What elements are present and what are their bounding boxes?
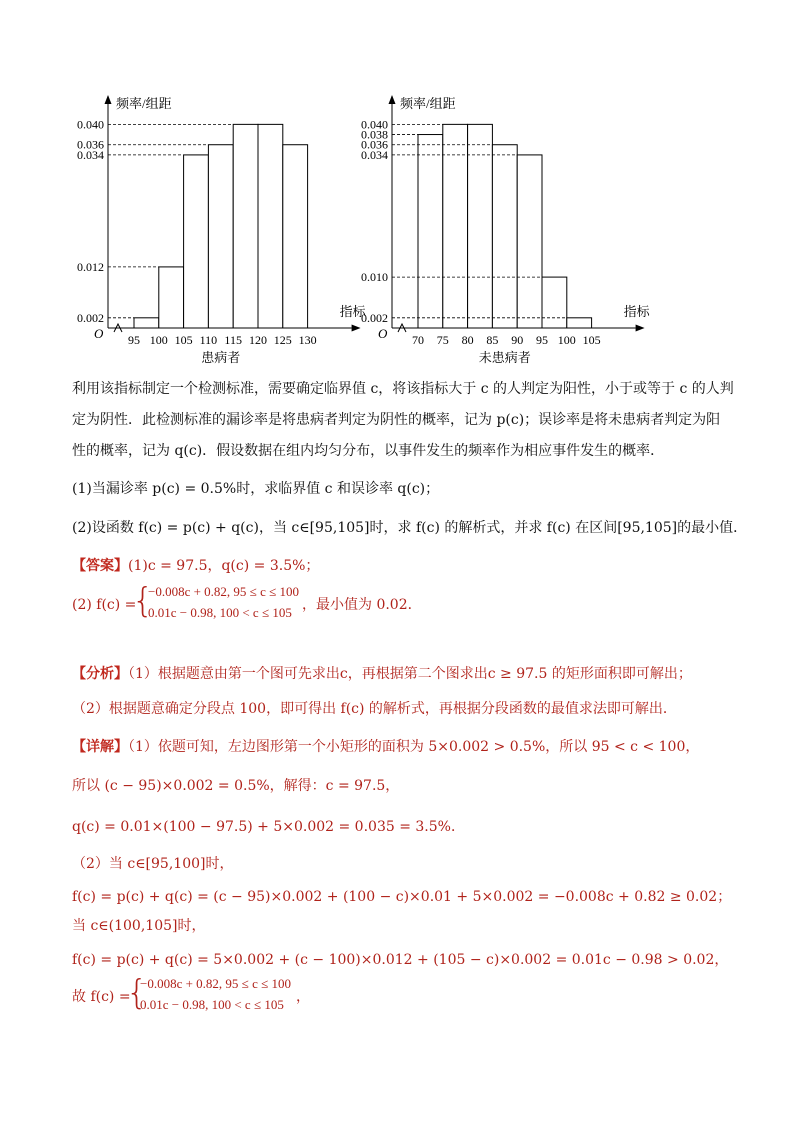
chart1-y-axis-arrow <box>389 95 396 104</box>
chart1-bar <box>418 135 443 328</box>
chart0-y-tick-label: 0.012 <box>77 259 104 274</box>
chart1-x-axis-arrow <box>636 325 645 332</box>
chart0-y-axis-arrow <box>105 95 112 104</box>
analysis-line-1 <box>72 665 692 683</box>
patients-histogram-svg <box>70 92 366 372</box>
chart1-y-tick-label: 0.002 <box>361 310 388 325</box>
detail-1: （1）依题可知，左边图形第一个小矩形的面积为 5×0.002 > 0.5%，所以 95 < c < 100， <box>128 739 700 755</box>
chart0-bar <box>159 267 184 328</box>
chart0-x-tick-label: 115 <box>224 333 242 347</box>
chart1-bar <box>567 318 592 328</box>
chart0-bar <box>283 145 308 328</box>
chart1-x-tick-label: 80 <box>461 333 474 347</box>
chart1-y-tick-label: 0.034 <box>361 147 388 162</box>
chart1-x-axis-label: 指标 <box>623 304 650 319</box>
chart0-y-tick-label: 0.002 <box>77 310 104 325</box>
question-1: (1)当漏诊率 p(c) = 0.5%时，求临界值 c 和误诊率 q(c)； <box>72 481 440 497</box>
chart0-bar <box>184 155 209 328</box>
chart1-y-tick-label: 0.040 <box>361 117 388 132</box>
chart1-y-tick-label: 0.038 <box>361 127 388 142</box>
answer-2-brace: { <box>132 581 154 621</box>
answer-1: (1)c = 97.5，q(c) = 3.5%； <box>128 558 320 574</box>
patients-histogram <box>70 92 366 372</box>
question-2: (2)设函数 f(c) = p(c) + q(c)，当 c∈[95,105]时，求 f(c) 的解析式，并求 f(c) 在区间[95,105]的最小值． <box>72 520 748 536</box>
chart1-x-tick-label: 100 <box>557 333 576 347</box>
answer-2-prefix: (2) f(c) = <box>72 597 137 613</box>
chart0-origin-label: O <box>94 326 104 341</box>
chart0-y-tick-label: 0.034 <box>77 147 104 162</box>
chart0-bar <box>208 145 233 328</box>
detail-tag: 【详解】 <box>72 739 128 755</box>
chart0-chart-title: 患病者 <box>201 350 241 365</box>
chart1-bar <box>492 145 517 328</box>
intro-line-1: 利用该指标制定一个检测标准，需要确定临界值 c，将该指标大于 c 的人判定为阳性，小于或等于 c 的人判 <box>72 381 734 397</box>
detail-2: 所以 (c − 95)×0.002 = 0.5%，解得：c = 97.5， <box>72 778 400 794</box>
chart1-x-tick-label: 95 <box>536 333 548 347</box>
chart0-x-tick-label: 110 <box>199 333 218 347</box>
detail-7: f(c) = p(c) + q(c) = 5×0.002 + (c − 100)×0.012 + (105 − c)×0.002 = 0.01c − 0.98 > 0.02， <box>72 952 729 968</box>
answer-2-suffix: ，最小值为 0.02． <box>302 597 422 613</box>
chart1-bar <box>542 277 567 328</box>
detail-4: （2）当 c∈[95,100]时， <box>72 856 234 872</box>
chart1-origin-label: O <box>378 326 388 341</box>
chart1-bar <box>517 155 542 328</box>
final-case-1: −0.008c + 0.82, 95 ≤ c ≤ 100 <box>140 976 291 991</box>
chart0-bar <box>258 124 283 328</box>
detail-3: q(c) = 0.01×(100 − 97.5) + 5×0.002 = 0.035 = 3.5%． <box>72 819 465 835</box>
answer-2-case-1: −0.008c + 0.82, 95 ≤ c ≤ 100 <box>148 584 299 599</box>
chart1-x-tick-label: 70 <box>412 333 424 347</box>
chart0-x-tick-label: 95 <box>128 333 140 347</box>
detail-5: f(c) = p(c) + q(c) = (c − 95)×0.002 + (100 − c)×0.01 + 5×0.002 = −0.008c + 0.82 ≥ 0.02； <box>72 889 732 905</box>
chart1-x-tick-label: 85 <box>486 333 499 347</box>
non-patients-histogram-svg <box>354 92 650 372</box>
chart0-bar <box>134 318 159 328</box>
chart0-x-axis-label: 指标 <box>339 304 366 319</box>
chart0-y-tick-label: 0.036 <box>77 137 104 152</box>
intro-line-2: 定为阴性．此检测标准的漏诊率是将患病者判定为阴性的概率，记为 p(c)；误诊率是将未患病者判定为阳 <box>72 412 721 428</box>
final-suffix: ， <box>296 989 310 1005</box>
intro-line-3: 性的概率，记为 q(c)．假设数据在组内均匀分布，以事件发生的频率作为相应事件发生的概率． <box>72 443 665 459</box>
chart0-y-axis-label: 频率/组距 <box>116 96 172 111</box>
chart1-y-axis-label: 频率/组距 <box>400 96 456 111</box>
final-case-2: 0.01c − 0.98, 100 < c ≤ 105 <box>140 997 284 1012</box>
final-prefix: 故 f(c) = <box>72 989 131 1005</box>
final-brace: { <box>126 973 148 1013</box>
chart0-x-tick-label: 130 <box>298 333 317 347</box>
answer-tag: 【答案】 <box>72 558 128 574</box>
answer-line-1 <box>72 557 319 575</box>
chart1-y-tick-label: 0.010 <box>361 270 388 285</box>
chart0-x-tick-label: 105 <box>174 333 193 347</box>
analysis-2: （2）根据题意确定分段点 100，即可得出 f(c) 的解析式，再根据分段函数的最值求法即可解出． <box>72 701 677 717</box>
non-patients-histogram <box>354 92 650 372</box>
chart1-y-tick-label: 0.036 <box>361 137 388 152</box>
chart1-x-tick-label: 75 <box>436 333 449 347</box>
chart0-x-tick-label: 125 <box>273 333 292 347</box>
analysis-1: （1）根据题意由第一个图可先求出c，再根据第二个图求出c ≥ 97.5 的矩形面积即可解出； <box>128 666 692 682</box>
analysis-tag: 【分析】 <box>72 666 128 682</box>
chart0-bar <box>233 124 258 328</box>
chart0-y-tick-label: 0.040 <box>77 117 104 132</box>
chart0-x-tick-label: 100 <box>149 333 168 347</box>
chart1-x-tick-label: 90 <box>511 333 524 347</box>
chart1-chart-title: 未患病者 <box>478 350 531 365</box>
detail-6: 当 c∈(100,105]时， <box>72 918 206 934</box>
answer-2-case-2: 0.01c − 0.98, 100 < c ≤ 105 <box>148 605 292 620</box>
detail-line-1 <box>72 738 699 756</box>
chart1-x-tick-label: 105 <box>582 333 601 347</box>
chart0-x-tick-label: 120 <box>249 333 267 347</box>
